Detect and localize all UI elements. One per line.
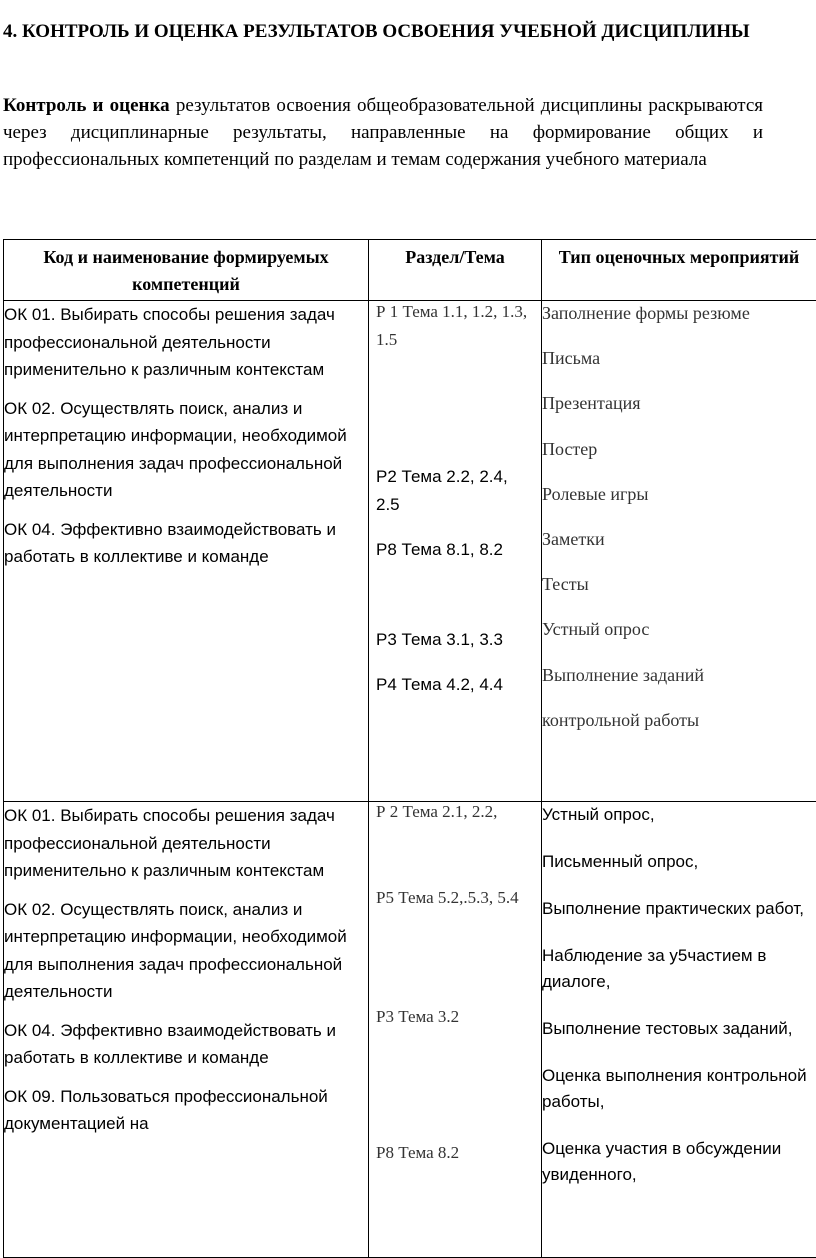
section-item: Р8 Тема 8.2: [376, 1139, 531, 1167]
activities-cell: [542, 802, 816, 1258]
competency: ОК 02. Осуществлять поиск, анализ и интерпретацию информации, необходимой для выполнения задач профессиональной деятельности: [4, 896, 368, 1006]
activity-item: Ролевые игры: [542, 472, 816, 517]
section-item: Р3 Тема 3.2: [376, 1003, 531, 1031]
header-competencies: Код и наименование формируемых компетенций: [4, 240, 369, 301]
section-heading: 4. КОНТРОЛЬ И ОЦЕНКА РЕЗУЛЬТАТОВ ОСВОЕНИЯ УЧЕБНОЙ ДИСЦИПЛИНЫ: [3, 18, 763, 45]
header-activities: Тип оценочных мероприятий: [542, 240, 816, 301]
activity-item: Наблюдение за у5частием в диалоге,: [542, 943, 816, 995]
activity-item: Заметки: [542, 517, 816, 562]
activity-item: Постер: [542, 427, 816, 472]
activity-item: Выполнение тестовых заданий,: [542, 1016, 816, 1042]
competency: ОК 01. Выбирать способы решения задач профессиональной деятельности применительно к различным контекстам: [4, 301, 368, 384]
competency: ОК 09. Пользоваться профессиональной документацией на: [4, 1083, 368, 1138]
section-item: Р3 Тема 3.1, 3.3: [376, 626, 531, 654]
activity-item: Тесты: [542, 562, 816, 607]
activity-item: Заполнение формы резюме: [542, 291, 816, 336]
intro-text: результатов освоения общеобразовательной дисциплины раскрываются через дисциплинарные результаты, направленные на формирование общих и профессиональных компетенций по разделам и темам содержания учебного материала: [3, 95, 763, 170]
activity-item: Устный опрос: [542, 607, 816, 652]
header-section: Раздел/Тема: [369, 240, 542, 301]
competency: ОК 02. Осуществлять поиск, анализ и интерпретацию информации, необходимой для выполнения задач профессиональной деятельности: [4, 395, 368, 505]
section-item: Р 1 Тема 1.1, 1.2, 1.3, 1.5: [376, 298, 531, 353]
table-row: [4, 301, 816, 802]
activity-item: контрольной работы: [542, 698, 816, 743]
section-item: Р5 Тема 5.2,.5.3, 5.4: [376, 884, 531, 912]
activity-item: Письма: [542, 336, 816, 381]
competency: ОК 01. Выбирать способы решения задач профессиональной деятельности применительно к различным контекстам: [4, 802, 368, 885]
competencies-cell: [4, 802, 369, 1258]
section-item: Р8 Тема 8.1, 8.2: [376, 536, 531, 564]
activity-item: Выполнение практических работ,: [542, 896, 816, 922]
activity-item: Оценка участия в обсуждении увиденного,: [542, 1136, 816, 1188]
activity-item: Выполнение заданий: [542, 653, 816, 698]
activity-item: Устный опрос,: [542, 802, 816, 828]
section-item: Р2 Тема 2.2, 2.4, 2.5: [376, 463, 531, 518]
section-item: Р 2 Тема 2.1, 2.2,: [376, 798, 531, 826]
intro-paragraph: [3, 92, 763, 173]
competency: ОК 04. Эффективно взаимодействовать и работать в коллективе и команде: [4, 1017, 368, 1072]
competency: ОК 04. Эффективно взаимодействовать и работать в коллективе и команде: [4, 516, 368, 571]
activity-item: Письменный опрос,: [542, 849, 816, 875]
competencies-cell: [4, 301, 369, 802]
sections-cell: [369, 802, 542, 1258]
section-item: Р4 Тема 4.2, 4.4: [376, 671, 531, 699]
assessment-table: [3, 239, 816, 1258]
activities-cell: [542, 301, 816, 802]
intro-bold: Контроль и оценка: [3, 95, 170, 116]
activity-item: Оценка выполнения контрольной работы,: [542, 1063, 816, 1115]
sections-cell: [369, 301, 542, 802]
activity-item: Презентация: [542, 381, 816, 426]
table-row: [4, 802, 816, 1258]
